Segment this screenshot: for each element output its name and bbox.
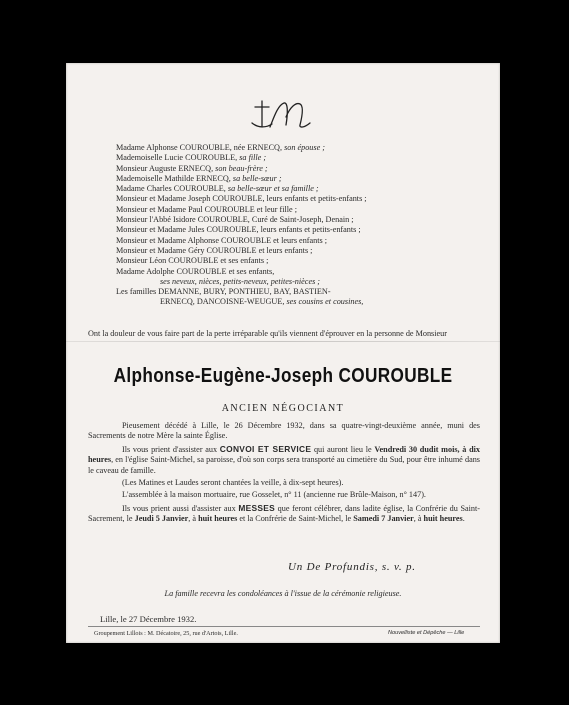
matines-paragraph: (Les Matines et Laudes seront chantées la veille, à dix-sept heures). <box>122 478 344 488</box>
mourner-line <box>116 256 476 266</box>
newspaper-credit: Nouvelliste et Dépêche — Lille <box>388 630 465 636</box>
mourner-line <box>116 153 476 163</box>
mourner-relation: sa fille ; <box>239 153 267 163</box>
familles-line-2 <box>116 297 476 307</box>
mourner-name: Madame Alphonse COUROUBLE, née ERNECQ, <box>116 143 283 152</box>
convoi-heading: CONVOI ET SERVICE <box>219 443 312 454</box>
condolences-line: La famille recevra les condoléances à l'issue de la cérémonie religieuse. <box>164 589 402 598</box>
text-run: , à <box>188 514 197 524</box>
mourner-name: Monsieur Léon COUROUBLE et ses enfants ; <box>116 256 269 266</box>
mourner-name: Monsieur Auguste ERNECQ, <box>116 163 214 173</box>
assembly-paragraph: L'assemblée à la maison mortuaire, rue Gosselet, n° 11 (ancienne rue Brûle-Maison, n° 147). <box>122 490 426 500</box>
text-run: , à <box>413 514 422 524</box>
mourner-line <box>116 164 476 174</box>
nieces-line: ses neveux, nièces, petits-neveux, petites-nièces ; <box>160 276 321 286</box>
notice-body <box>88 421 480 525</box>
death-paragraph: Pieusement décédé à Lille, le 26 Décembre 1932, dans sa quatre-vingt-deuxième année, muni des Sacrements de notre Mère la sainte Église. <box>88 421 480 441</box>
mass-time-1: huit heures <box>198 514 238 524</box>
announcement-text: Ont la douleur de vous faire part de la perte irréparable qu'ils viennent d'éprouver en la personne de Monsieur <box>88 329 447 338</box>
printer-credit: Groupement Lillois : M. Décatoire, 25, rue d'Artois, Lille. <box>94 630 238 637</box>
mourner-name: Mademoiselle Lucie COUROUBLE, <box>116 153 238 163</box>
familles-line: Les familles DEMANNE, BURY, PONTHIEU, BAY, BASTIEN- <box>116 287 331 297</box>
messes-heading: MESSES <box>238 502 276 513</box>
text-run: que feront célébrer, dans ladite église, la Confrérie du Saint-Sacrement, le <box>88 503 481 524</box>
mourner-relation: sa belle-sœur et sa famille ; <box>227 184 319 194</box>
mass-date-1: Jeudi 5 Janvier <box>134 514 189 524</box>
text-run: . <box>462 514 465 524</box>
text-run: Ils vous prient aussi d'assister aux <box>122 503 236 513</box>
mourner-line <box>116 236 476 246</box>
mourner-line <box>116 225 476 235</box>
familles-names: ERNECQ, DANCOISNE-WEUGUE, <box>160 297 285 307</box>
mourner-name: Monsieur l'Abbé Isidore COUROUBLE, Curé de Saint-Joseph, Denain ; <box>116 215 354 225</box>
text-run: qui auront lieu le <box>313 444 372 454</box>
mourner-name: Monsieur et Madame Jules COUROUBLE, leurs enfants et petits-enfants ; <box>116 225 361 235</box>
mourner-relation: sa belle-sœur ; <box>232 173 282 183</box>
deceased-name: Alphonse-Eugène-Joseph COUROUBLE <box>113 365 453 387</box>
de-profundis: Un De Profundis, s. v. p. <box>288 561 416 573</box>
mourner-name: Monsieur et Madame Alphonse COUROUBLE et leurs enfants ; <box>116 235 328 245</box>
mourner-name: Madame Charles COUROUBLE, <box>116 184 226 194</box>
mourner-name: Monsieur et Madame Joseph COUROUBLE, leurs enfants et petits-enfants ; <box>116 194 367 204</box>
mourner-line <box>116 143 476 153</box>
mourner-line <box>116 194 476 204</box>
text-run: , en l'église Saint-Michel, sa paroisse, d'où son corps sera transporté au cimetière du Sud, pour être inhumé dans le caveau de famille. <box>88 455 480 475</box>
mourner-line <box>116 184 476 194</box>
mourner-name: Madame Adolphe COUROUBLE et ses enfants, <box>116 266 275 276</box>
mourner-line <box>116 246 476 256</box>
messes-paragraph <box>88 503 480 525</box>
mass-time-2: huit heures <box>423 514 463 524</box>
mourner-line <box>116 267 476 277</box>
mourners-list <box>116 143 476 308</box>
mourner-relation: son épouse ; <box>284 143 325 152</box>
mourner-name: Mademoiselle Mathilde ERNECQ, <box>116 173 231 183</box>
mourner-line <box>116 205 476 215</box>
text-run: Ils vous prient d'assister aux <box>122 444 218 454</box>
mourner-line <box>116 174 476 184</box>
deceased-title: ANCIEN NÉGOCIANT <box>221 403 345 414</box>
text-run: et la Confrérie de Saint-Michel, le <box>239 514 352 524</box>
paper-fold-line <box>66 341 500 342</box>
cross-monogram-icon <box>244 97 324 131</box>
convoi-paragraph <box>88 444 480 476</box>
funeral-notice-sheet <box>66 63 500 643</box>
convoi-date: Vendredi 30 dudit mois, à dix heures <box>88 444 481 465</box>
cousins-relation: ses cousins et cousines, <box>286 297 364 307</box>
mourner-name: Monsieur et Madame Paul COUROUBLE et leur fille ; <box>116 204 298 214</box>
mourner-name: Monsieur et Madame Géry COUROUBLE et leurs enfants ; <box>116 245 313 255</box>
dateline: Lille, le 27 Décembre 1932. <box>100 614 197 624</box>
mass-date-2: Samedi 7 Janvier <box>353 514 414 524</box>
mourner-line <box>116 215 476 225</box>
mourner-relation: son beau-frère ; <box>215 163 268 173</box>
footer-divider <box>88 626 480 627</box>
